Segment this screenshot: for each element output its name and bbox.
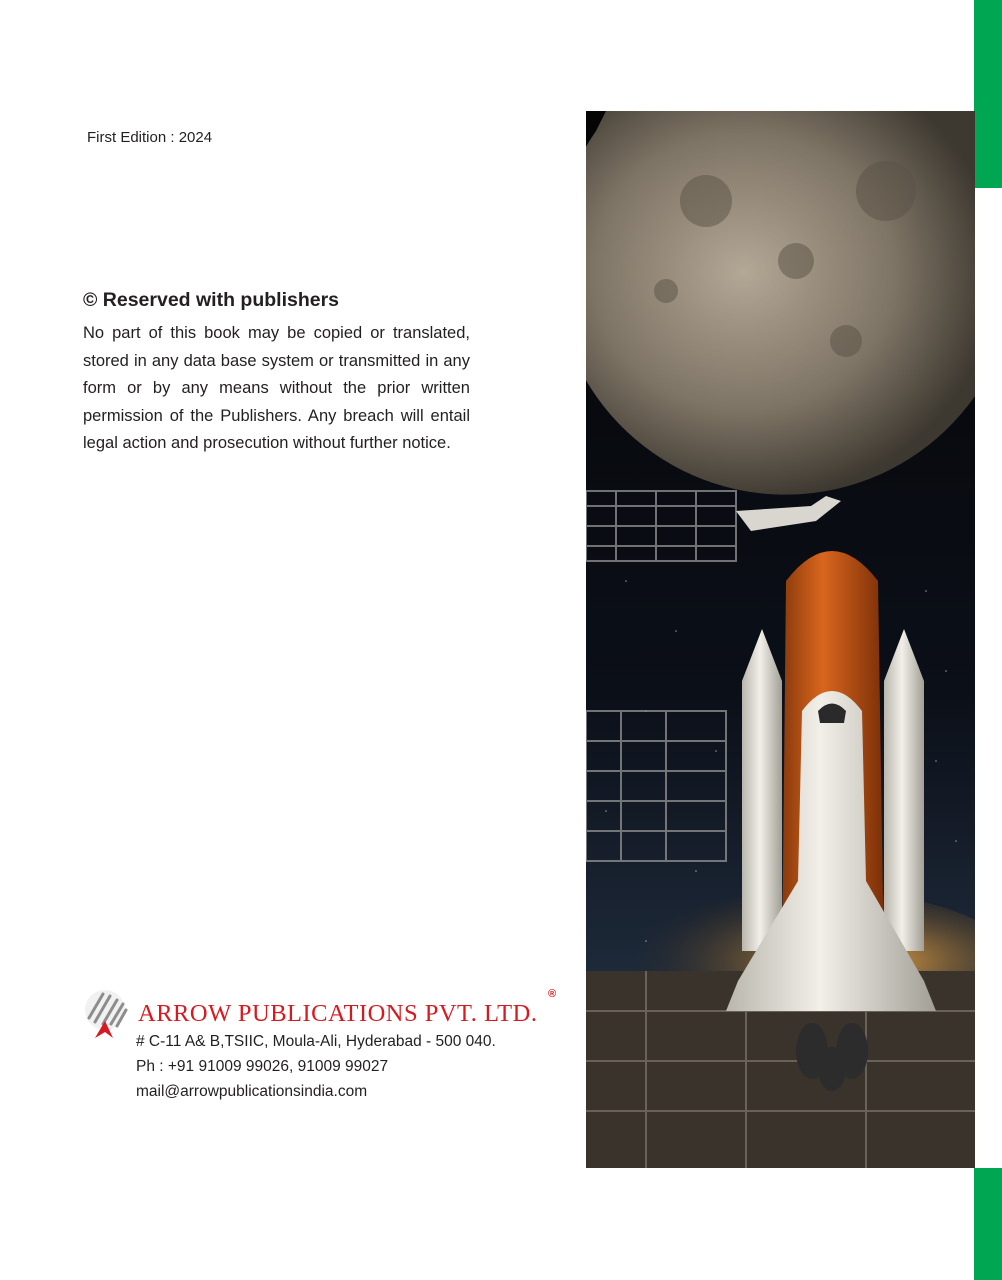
copyright-notice: No part of this book may be copied or translated, stored in any data base system or transmitted in any form or by any means without the prior written permission of the Publishers. Any breach will entail legal action and prosecution without further notice. xyxy=(83,324,470,452)
copyright-heading: © Reserved with publishers xyxy=(83,289,340,311)
edge-tab-top xyxy=(974,0,1002,188)
registered-mark: ® xyxy=(548,988,557,1000)
publisher-name: ARROW PUBLICATIONS PVT. LTD. xyxy=(138,1000,538,1027)
publisher-logo-icon xyxy=(81,988,129,1040)
publisher-email: mail@arrowpublicationsindia.com xyxy=(136,1083,368,1100)
publisher-address: # C-11 A& B,TSIIC, Moula-Ali, Hyderabad - 500 040. xyxy=(136,1033,496,1050)
edition-label: First Edition : 2024 xyxy=(87,129,213,146)
edge-tab-bottom xyxy=(974,1168,1002,1280)
shuttle-launch-photo xyxy=(586,111,975,1168)
publisher-phone: Ph : +91 91009 99026, 91009 99027 xyxy=(136,1058,389,1075)
